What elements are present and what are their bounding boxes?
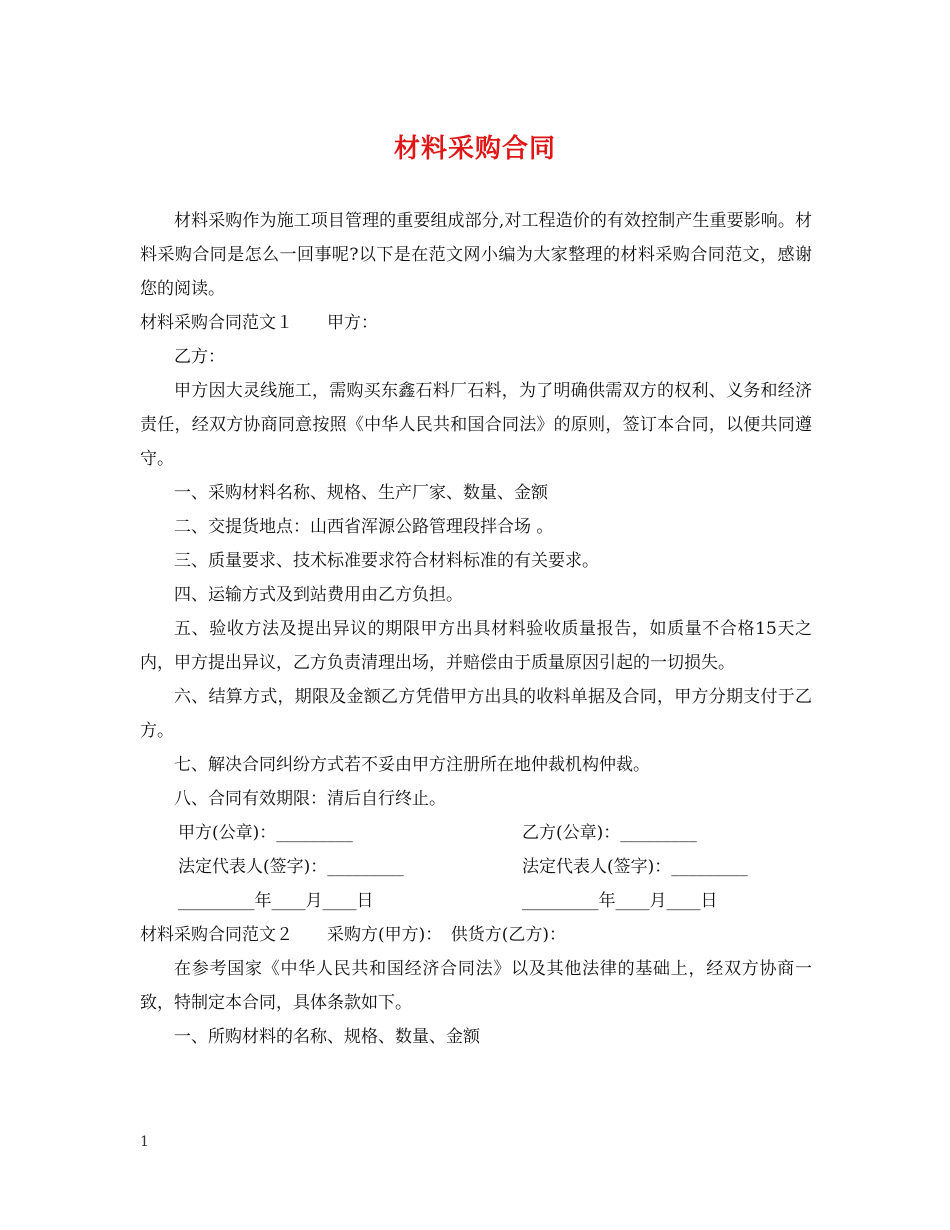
document-title: 材料采购合同: [393, 134, 556, 164]
clause-2: 二、交提货地点：山西省浑源公路管理段拌合场 。: [174, 517, 554, 537]
party-a-representative-field: 法定代表人(签字)：_________: [178, 857, 404, 877]
party-a-seal-field: 甲方(公章)：_________: [178, 823, 353, 843]
sample2-heading: 材料采购合同范文２ 采购方(甲方)： 供货方(乙方)：: [140, 925, 567, 945]
clause-1: 一、采购材料名称、规格、生产厂家、数量、金额: [174, 483, 548, 503]
party-b-line: 乙方：: [174, 347, 225, 367]
party-b-seal-field: 乙方(公章)：_________: [522, 823, 697, 843]
signature-row-date: [140, 884, 812, 918]
clause-7: 七、解决合同纠纷方式若不妥由甲方注册所在地仲裁机构仲裁。: [174, 755, 650, 775]
clause-5: 五、验收方法及提出异议的期限甲方出具材料验收质量报告，如质量不合格15天之内，甲方提出异议，乙方负责清理出场，并赔偿由于质量原因引起的一切损失。: [140, 619, 812, 673]
sample2-clause-1: 一、所购材料的名称、规格、数量、金额: [174, 1027, 480, 1047]
party-a-date-field: _________年____月____日: [178, 891, 374, 911]
clause-4: 四、运输方式及到站费用由乙方负担。: [174, 585, 463, 605]
party-b-representative-field: 法定代表人(签字)：_________: [522, 857, 748, 877]
signature-row-seal: [140, 816, 812, 850]
sample1-heading: 材料采购合同范文１ 甲方：: [140, 313, 378, 333]
signature-row-representative: [140, 850, 812, 884]
clause-3: 三、质量要求、技术标准要求符合材料标准的有关要求。: [174, 551, 599, 571]
sample2-preamble: 在参考国家《中华人民共和国经济合同法》以及其他法律的基础上，经双方协商一致，特制定本合同，具体条款如下。: [140, 959, 812, 1013]
sample1-preamble: 甲方因大灵线施工，需购买东鑫石料厂石料，为了明确供需双方的权利、义务和经济责任，经双方协商同意按照《中华人民共和国合同法》的原则，签订本合同，以便共同遵守。: [140, 381, 812, 469]
party-b-date-field: _________年____月____日: [522, 891, 718, 911]
page-number: 1: [140, 1134, 149, 1150]
clause-8: 八、合同有效期限：清后自行终止。: [174, 789, 446, 809]
intro-paragraph: 材料采购作为施工项目管理的重要组成部分,对工程造价的有效控制产生重要影响。材料采购合同是怎么一回事呢?以下是在范文网小编为大家整理的材料采购合同范文，感谢您的阅读。: [140, 211, 812, 299]
document-body: [140, 204, 812, 1054]
clause-6: 六、结算方式，期限及金额乙方凭借甲方出具的收料单据及合同，甲方分期支付于乙方。: [140, 687, 812, 741]
